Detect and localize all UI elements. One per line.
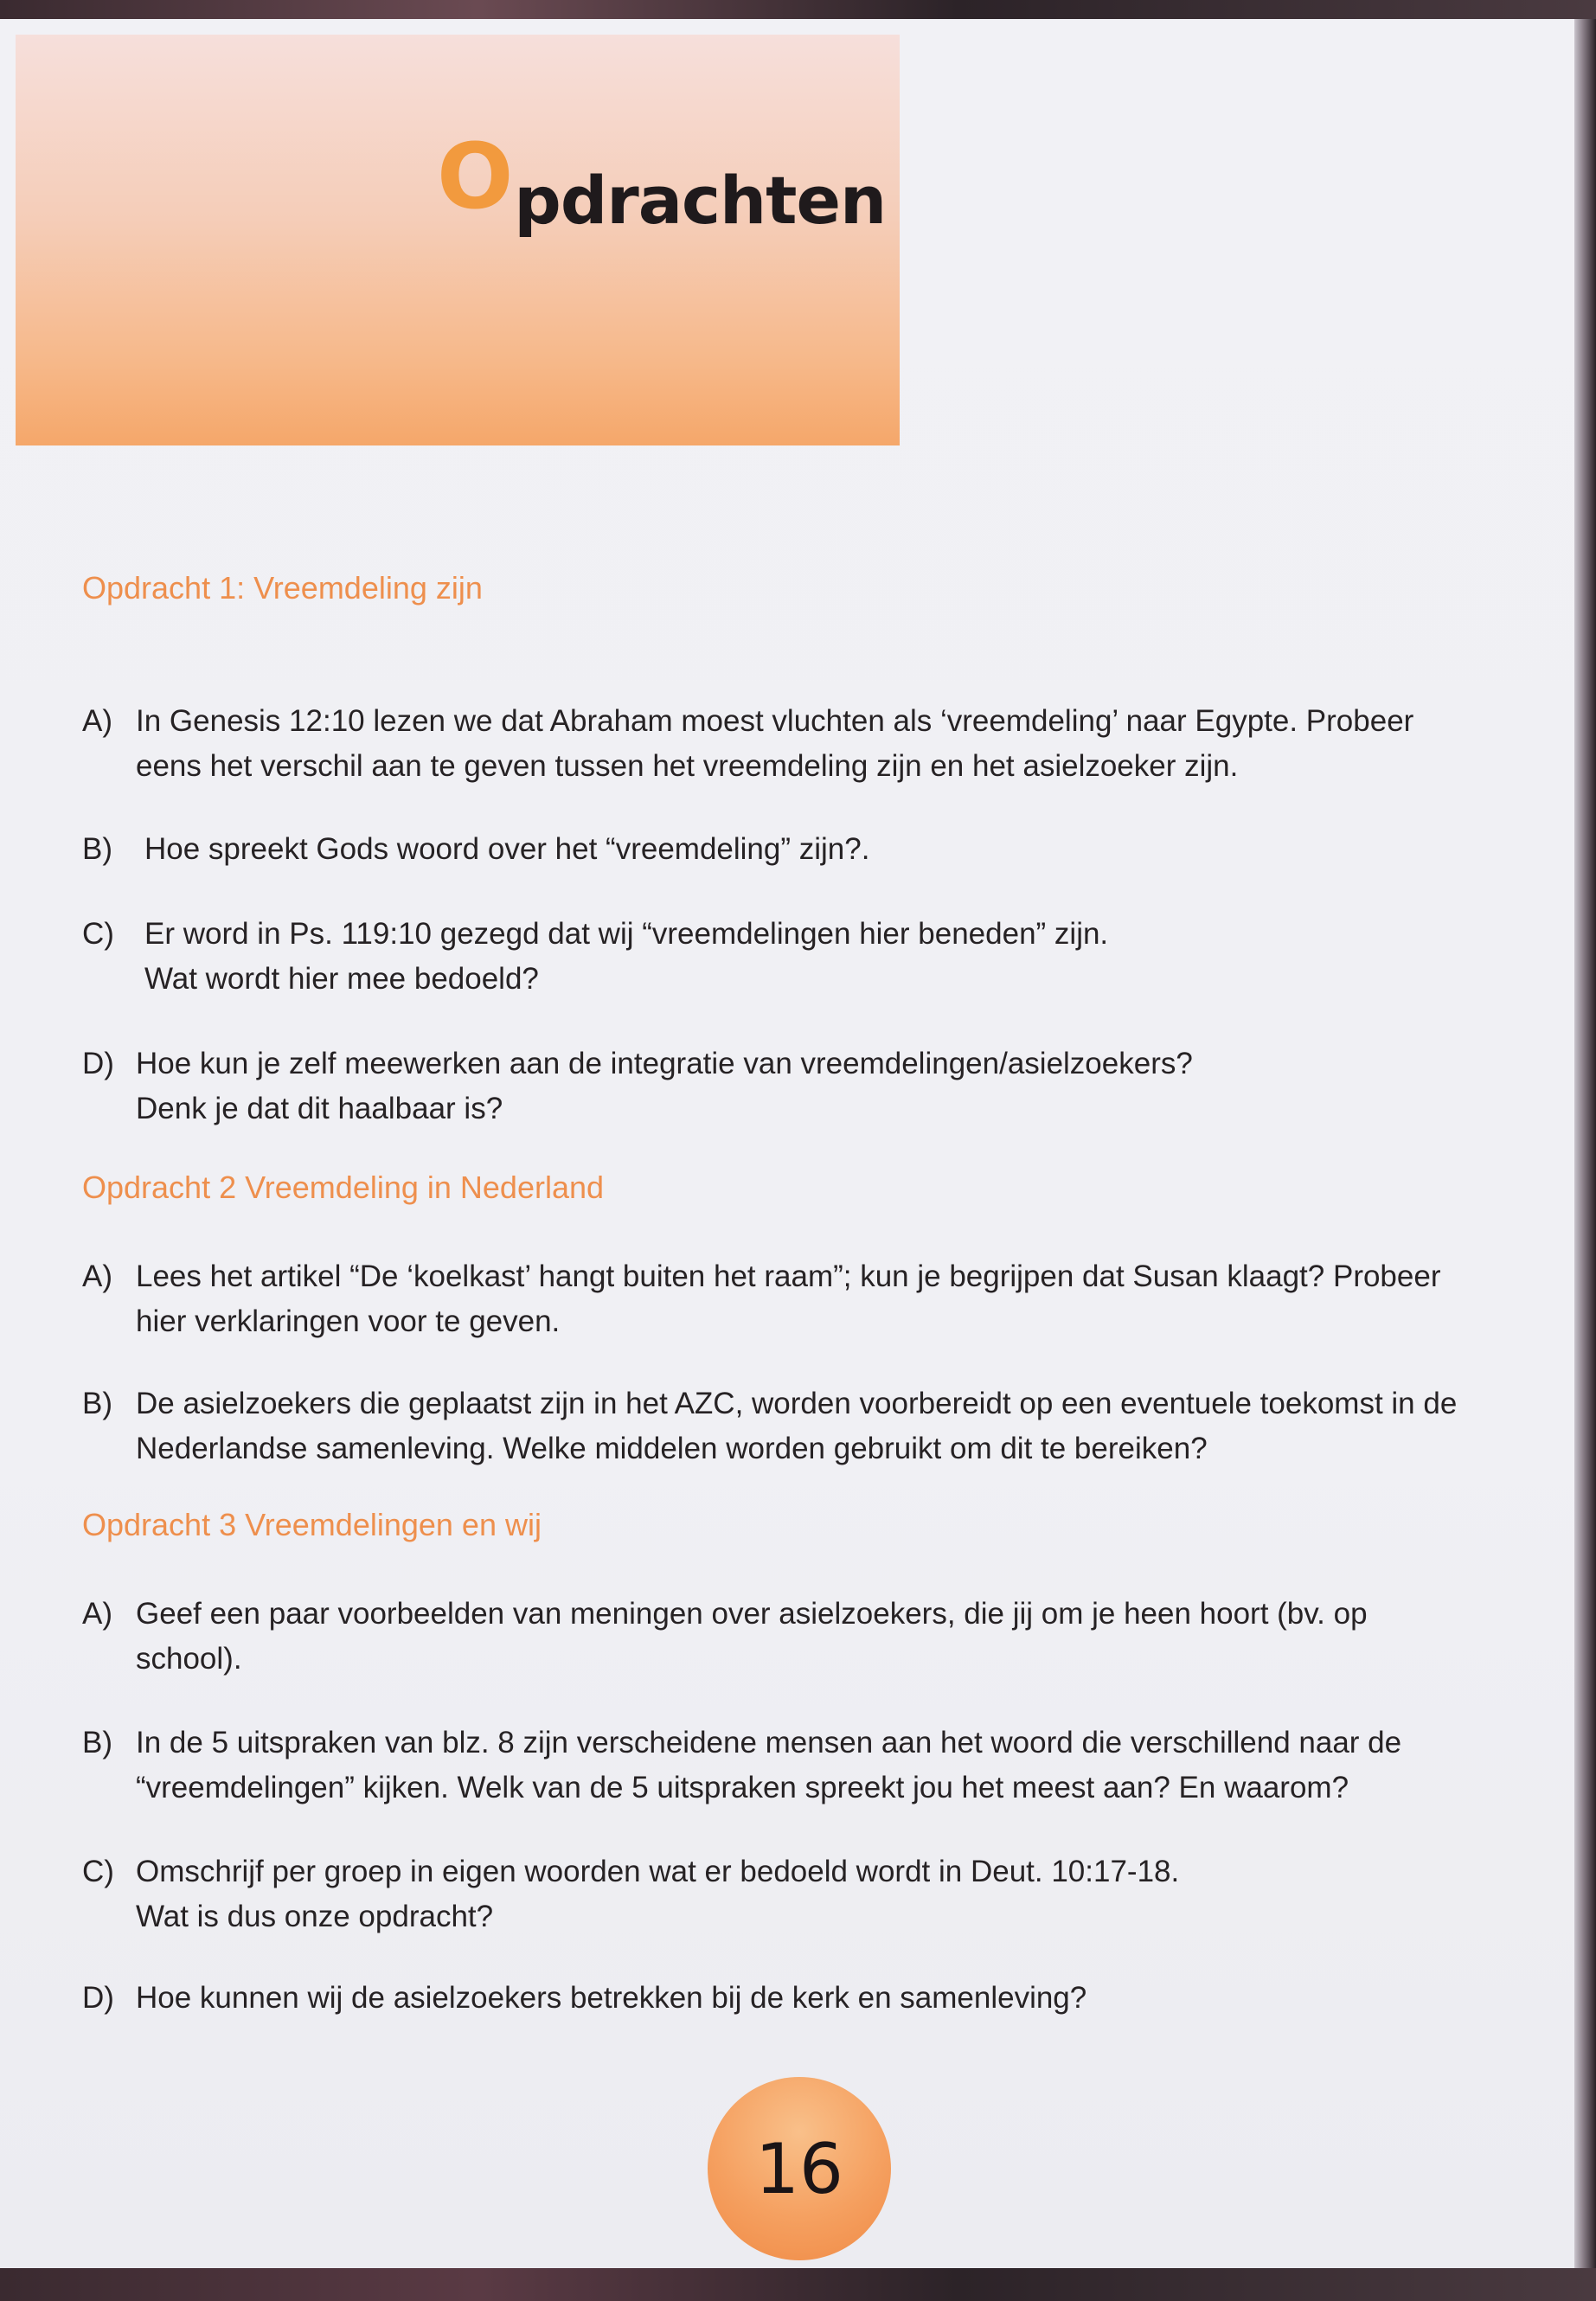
question-letter: B)	[82, 1387, 112, 1420]
question-line: Hoe spreekt Gods woord over het “vreemdeling” zijn?.	[144, 832, 870, 866]
question-line: Wat wordt hier mee bedoeld?	[144, 962, 539, 996]
page-title	[437, 124, 887, 253]
question-letter: D)	[82, 1047, 114, 1080]
question-line: Geef een paar voorbeelden van meningen over asielzoekers, die jij om je heen hoort (bv. op	[136, 1597, 1368, 1631]
page-title-text: pdrachten	[514, 162, 887, 239]
question-letter: C)	[82, 917, 114, 951]
question-letter: B)	[82, 1726, 112, 1759]
question-line: school).	[136, 1642, 242, 1676]
question-1a	[82, 699, 1518, 789]
page-number-badge: 16	[708, 2077, 891, 2260]
question-letter: A)	[82, 704, 112, 738]
question-1d	[82, 1042, 1518, 1131]
section-heading-3: Opdracht 3 Vreemdelingen en wij	[82, 1507, 542, 1542]
question-3a	[82, 1592, 1518, 1682]
document-page	[0, 19, 1574, 2268]
top-scan-edge	[0, 0, 1596, 19]
question-line: Nederlandse samenleving. Welke middelen worden gebruikt om dit te bereiken?	[136, 1432, 1208, 1465]
question-1c	[82, 912, 1518, 1002]
bottom-scan-edge	[0, 2268, 1596, 2301]
question-letter: C)	[82, 1855, 114, 1888]
question-line: “vreemdelingen” kijken. Welk van de 5 uitspraken spreekt jou het meest aan? En waarom?	[136, 1771, 1349, 1804]
question-2b	[82, 1381, 1518, 1471]
question-line: Lees het artikel “De ‘koelkast’ hangt buiten het raam”; kun je begrijpen dat Susan klaagt? Probeer	[136, 1259, 1441, 1293]
right-scan-edge	[1574, 19, 1596, 2268]
question-line: In de 5 uitspraken van blz. 8 zijn verscheidene mensen aan het woord die verschillend naar de	[136, 1726, 1402, 1759]
question-2a	[82, 1254, 1518, 1344]
question-line: Wat is dus onze opdracht?	[136, 1900, 494, 1933]
question-letter: A)	[82, 1597, 112, 1631]
question-line: Omschrijf per groep in eigen woorden wat er bedoeld wordt in Deut. 10:17-18.	[136, 1855, 1180, 1888]
section-heading-2: Opdracht 2 Vreemdeling in Nederland	[82, 1170, 605, 1205]
question-letter: A)	[82, 1259, 112, 1293]
page-title-initial: O	[437, 124, 513, 229]
question-line: Er word in Ps. 119:10 gezegd dat wij “vreemdelingen hier beneden” zijn.	[144, 917, 1109, 951]
section-heading-1: Opdracht 1: Vreemdeling zijn	[82, 570, 483, 606]
question-line: In Genesis 12:10 lezen we dat Abraham moest vluchten als ‘vreemdeling’ naar Egypte. Probeer	[136, 704, 1414, 738]
question-line: De asielzoekers die geplaatst zijn in het AZC, worden voorbereidt op een eventuele toekomst in de	[136, 1387, 1458, 1420]
question-line: hier verklaringen voor te geven.	[136, 1304, 561, 1338]
question-line: Denk je dat dit haalbaar is?	[136, 1092, 503, 1125]
question-line: Hoe kunnen wij de asielzoekers betrekken bij de kerk en samenleving?	[136, 1981, 1087, 2015]
question-line: Hoe kun je zelf meewerken aan de integratie van vreemdelingen/asielzoekers?	[136, 1047, 1193, 1080]
question-1b	[82, 827, 1518, 872]
question-3c	[82, 1849, 1518, 1939]
question-letter: D)	[82, 1981, 114, 2015]
question-3d	[82, 1976, 1518, 2021]
question-letter: B)	[82, 832, 112, 866]
question-3b	[82, 1721, 1518, 1811]
question-line: eens het verschil aan te geven tussen het vreemdeling zijn en het asielzoeker zijn.	[136, 749, 1239, 783]
